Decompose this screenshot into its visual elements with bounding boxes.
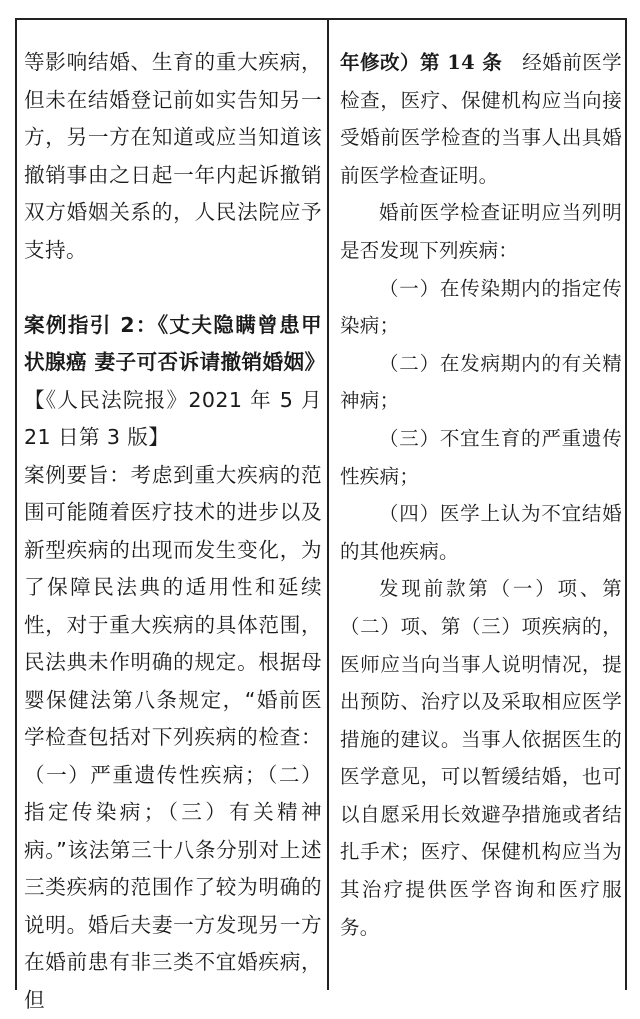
right-paragraph-2: 婚前医学检查证明应当列明是否发现下列疾病： — [340, 194, 622, 269]
article-text: 经婚前医学检查，医疗、保健机构应当向接受婚前医学检查的当事人出具婚前医学检查证明。 — [340, 51, 622, 187]
left-paragraph-1: 等影响结婚、生育的重大疾病，但未在结婚登记前如实告知另一方，另一方在知道或应当知道该撤销事由之日起一年内起诉撤销双方婚姻关系的，人民法院应予支持。 — [24, 44, 322, 269]
list-item-3: （三）不宜生育的严重遗传性疾病； — [340, 420, 622, 495]
paragraph-gap — [24, 269, 322, 307]
right-paragraph-3: 发现前款第（一）项、第（二）项、第（三）项疾病的，医师应当向当事人说明情况，提出预防、治疗以及采取相应医学措施的建议。当事人依据医生的医学意见，可以暂缓结婚，也可以自愿采用长效避孕措施或者结扎手术；医疗、保健机构应当为其治疗提供医学咨询和医疗服务。 — [340, 570, 622, 946]
list-item-2: （二）在发病期内的有关精神病； — [340, 345, 622, 420]
column-divider — [327, 18, 329, 990]
right-column — [340, 44, 622, 946]
case-title: 案例指引 2：《丈夫隐瞒曾患甲状腺癌 妻子可否诉请撤销婚姻》 — [24, 307, 322, 382]
list-item-4: （四）医学上认为不宜结婚的其他疾病。 — [340, 495, 622, 570]
left-column — [24, 44, 322, 1019]
case-source: 【《人民法院报》2021 年 5 月 21 日第 3 版】 — [24, 382, 322, 457]
article-paragraph — [340, 44, 622, 194]
case-body: 案例要旨：考虑到重大疾病的范围可能随着医疗技术的进步以及新型疾病的出现而发生变化，为了保障民法典的适用性和延续性，对于重大疾病的具体范围，民法典未作明确的规定。根据母婴保健法第八条规定，“婚前医学检查包括对下列疾病的检查：（一）严重遗传性疾病；（二）指定传染病；（三）有关精神病。”该法第三十八条分别对上述三类疾病的范围作了较为明确的说明。婚后夫妻一方发现另一方在婚前患有非三类不宜婚疾病，但 — [24, 457, 322, 1019]
list-item-1: （一）在传染期内的指定传染病； — [340, 270, 622, 345]
article-heading: 年修改）第 14 条 — [340, 51, 502, 74]
